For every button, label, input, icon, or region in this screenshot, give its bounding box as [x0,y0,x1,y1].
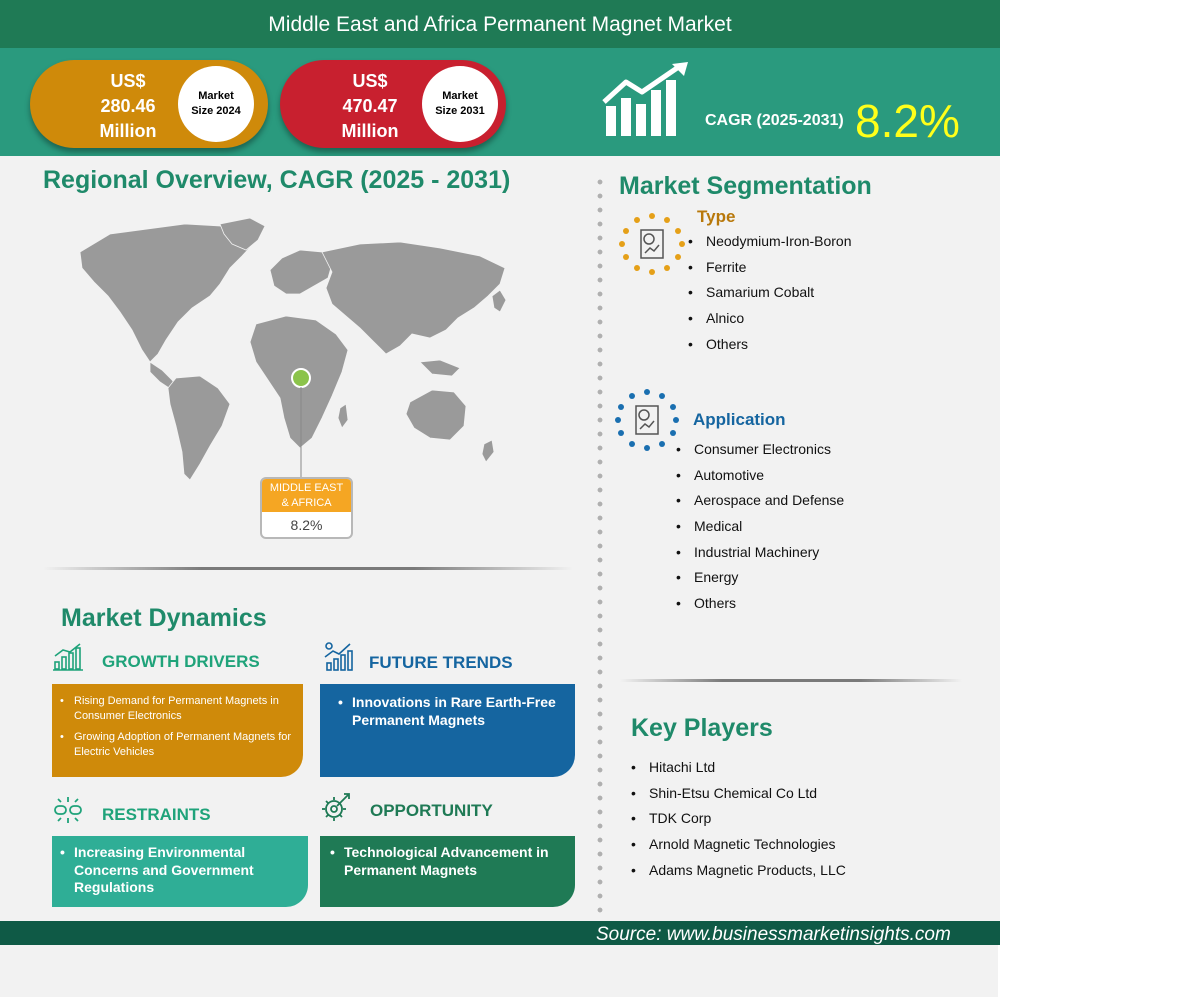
regional-overview-title: Regional Overview, CAGR (2025 - 2031) [43,166,511,194]
future-trends-card [320,684,575,777]
section-divider [43,567,573,570]
list-item: • Hitachi Ltd [631,759,846,785]
application-list [676,441,844,621]
restraints-card [52,836,308,907]
list-item: • Increasing Environmental Concerns and Government Regulations [60,844,298,897]
market-size-2024-pill [30,60,268,148]
type-list [688,233,852,361]
list-item: • Energy [676,569,844,595]
market-size-2031-pill [280,60,506,148]
list-item: • Arnold Magnetic Technologies [631,836,846,862]
list-item: • Technological Advancement in Permanent Magnets [330,844,565,879]
growth-drivers-heading: GROWTH DRIVERS [102,652,260,671]
market-size-2031-label: Market Size 2031 [422,66,498,142]
broken-chain-icon [52,794,84,826]
key-players-list [631,759,846,887]
opportunity-card [320,836,575,907]
region-callout [260,477,353,539]
future-trends-heading: FUTURE TRENDS [369,653,513,672]
list-item: • Adams Magnetic Products, LLC [631,862,846,888]
opportunity-heading: OPPORTUNITY [370,801,493,820]
type-heading: Type [697,207,736,226]
region-name: MIDDLE EAST & AFRICA [262,479,351,512]
document-chart-icon [614,388,680,452]
list-item: • Ferrite [688,259,852,285]
list-item: • Rising Demand for Permanent Magnets in Consumer Electronics [60,694,293,724]
infographic-title: Middle East and Africa Permanent Magnet Market [0,0,1000,48]
list-item: • Industrial Machinery [676,544,844,570]
market-dynamics-title: Market Dynamics [61,604,267,632]
list-item: • TDK Corp [631,810,846,836]
market-segmentation-title: Market Segmentation [619,172,872,200]
market-size-2031-value: US$ 470.47 Million [341,71,399,141]
list-item: • Medical [676,518,844,544]
list-item: • Others [688,336,852,362]
source-link[interactable]: Source: www.businessmarketinsights.com [596,924,951,945]
list-item: • Automotive [676,467,844,493]
market-size-2024-value: US$ 280.46 Million [99,71,157,141]
list-item: • Samarium Cobalt [688,284,852,310]
restraints-heading: RESTRAINTS [102,805,211,824]
application-heading: Application [693,410,786,429]
list-item: • Alnico [688,310,852,336]
growth-drivers-card [52,684,303,777]
growth-chart-icon [602,60,692,138]
market-size-2024-label: Market Size 2024 [178,66,254,142]
key-players-title: Key Players [631,714,773,742]
trend-chart-icon [323,641,355,673]
list-item: • Aerospace and Defense [676,492,844,518]
list-item: • Shin-Etsu Chemical Co Ltd [631,785,846,811]
list-item: • Consumer Electronics [676,441,844,467]
gear-target-icon [320,791,352,823]
world-map [60,212,540,502]
region-cagr: 8.2% [290,517,323,533]
cagr-value: 8.2% [855,95,960,147]
list-item: • Innovations in Rare Earth-Free Permanent Magnets [338,694,565,729]
list-item: • Others [676,595,844,621]
bar-chart-icon [52,642,84,672]
section-divider [620,679,962,682]
dotted-vertical-divider [596,175,604,915]
cagr-label: CAGR (2025-2031) [705,112,844,129]
list-item: • Neodymium-Iron-Boron [688,233,852,259]
bottom-padding [0,945,998,997]
list-item: • Growing Adoption of Permanent Magnets for Electric Vehicles [60,730,293,760]
document-chart-icon [618,212,686,276]
